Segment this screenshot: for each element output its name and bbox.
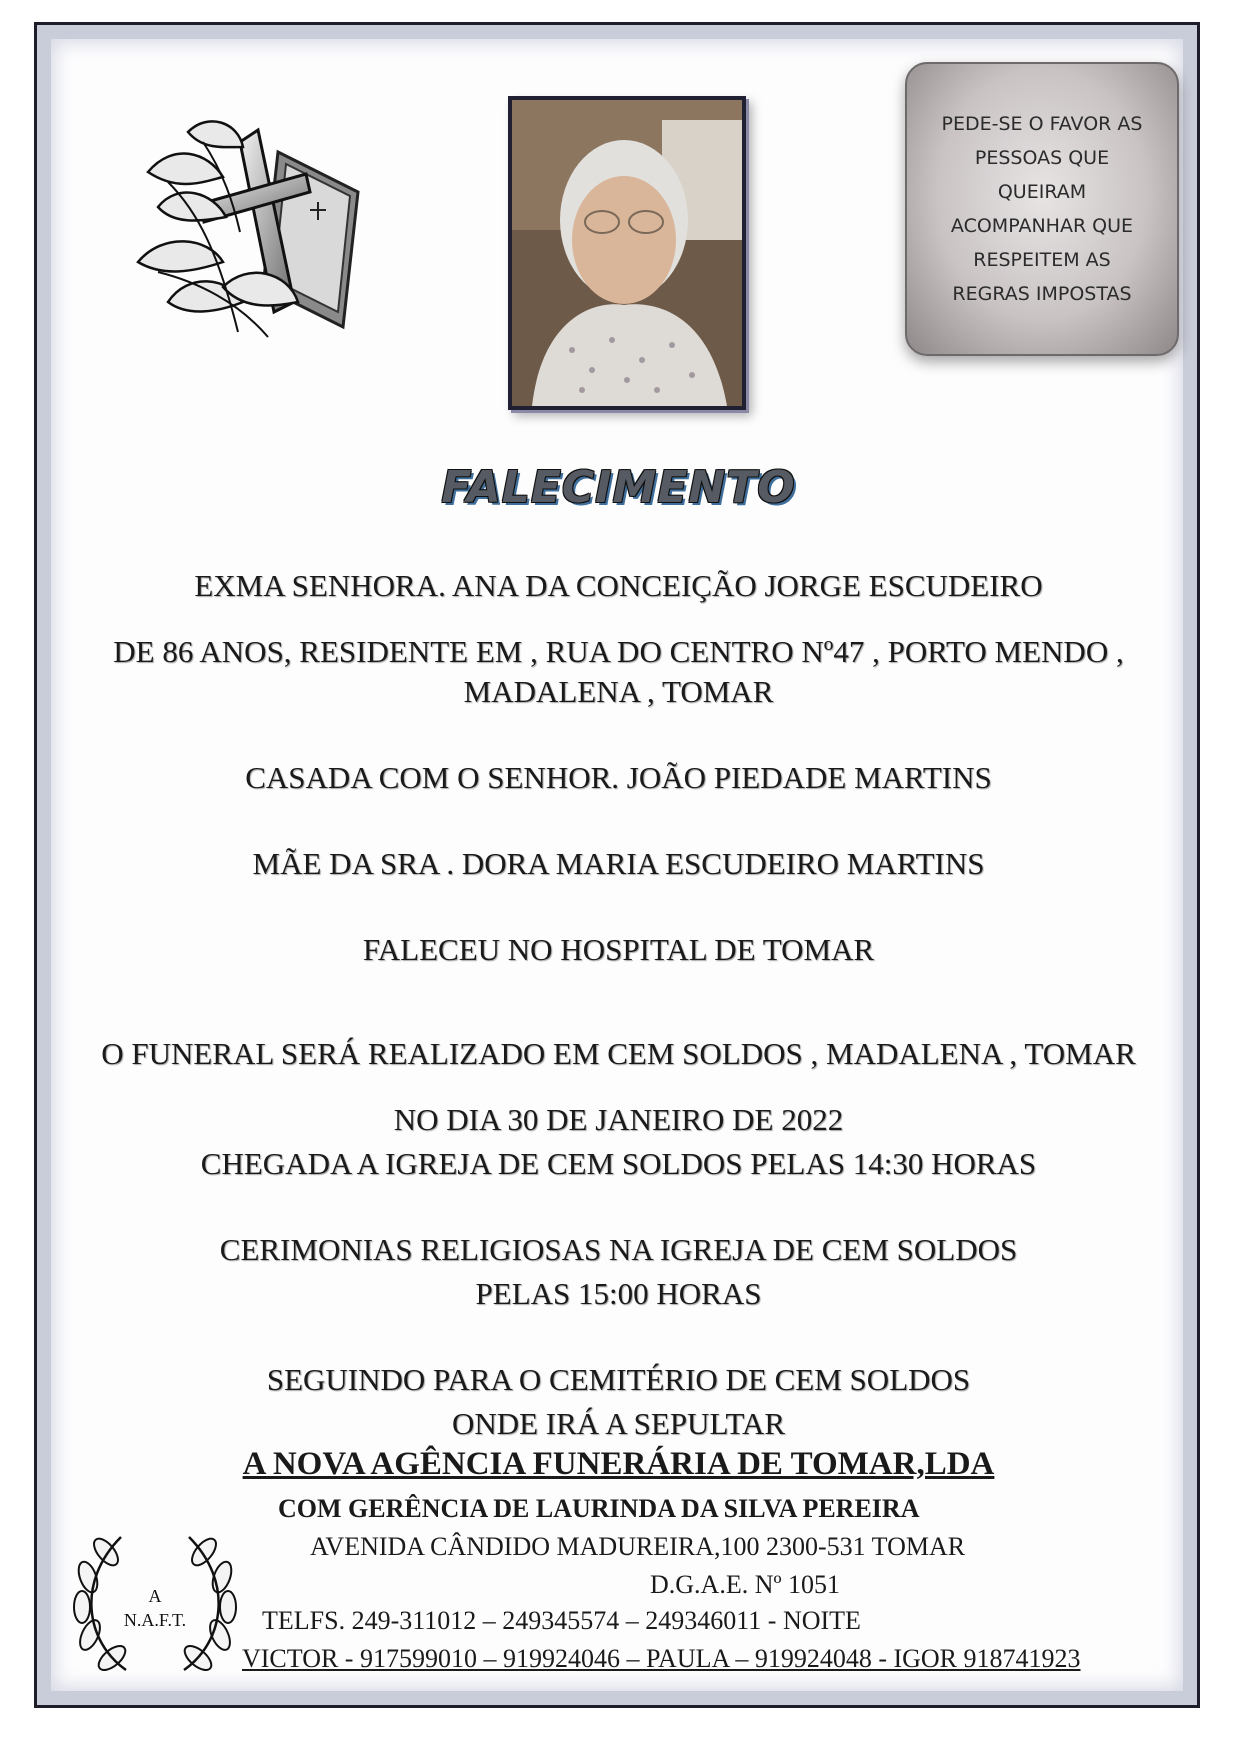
- burial-line: ONDE IRÁ A SEPULTAR: [451, 1406, 786, 1441]
- notice-plaque: [905, 62, 1179, 356]
- agency-address: AVENIDA CÂNDIDO MADUREIRA,100 2300-531 TOMAR: [310, 1532, 966, 1561]
- logo-abbrev: N.A.F.T.: [123, 1610, 187, 1630]
- portrait-photo: [508, 96, 746, 410]
- agency-dgae: D.G.A.E. Nº 1051: [650, 1570, 841, 1599]
- page-title: FALECIMENTO: [441, 462, 796, 513]
- deceased-name-line: EXMA SENHORA. ANA DA CONCEIÇÃO JORGE ESCUDEIRO: [194, 568, 1043, 603]
- agency-phones: TELFS. 249-311012 – 249345574 – 249346011 - NOITE: [262, 1606, 861, 1635]
- funeral-location-line: O FUNERAL SERÁ REALIZADO EM CEM SOLDOS , MADALENA , TOMAR: [101, 1036, 1136, 1071]
- plaque-text: PEDE-SE O FAVOR AS PESSOAS QUE QUEIRAM ACOMPANHAR QUE RESPEITEM AS REGRAS IMPOSTAS: [941, 113, 1143, 305]
- ceremony-line: CERIMONIAS RELIGIOSAS NA IGREJA DE CEM SOLDOS: [219, 1232, 1018, 1267]
- cemetery-line: SEGUINDO PARA O CEMITÉRIO DE CEM SOLDOS: [266, 1362, 971, 1397]
- residence-line: DE 86 ANOS, RESIDENTE EM , RUA DO CENTRO Nº47 , PORTO MENDO ,: [113, 634, 1124, 669]
- death-place-line: FALECEU NO HOSPITAL DE TOMAR: [362, 932, 875, 967]
- spouse-line: CASADA COM O SENHOR. JOÃO PIEDADE MARTINS: [245, 760, 992, 795]
- agency-management: COM GERÊNCIA DE LAURINDA DA SILVA PEREIRA: [278, 1494, 920, 1523]
- agency-name: A NOVA AGÊNCIA FUNERÁRIA DE TOMAR,LDA: [242, 1446, 995, 1482]
- residence-line-2: MADALENA , TOMAR: [463, 674, 774, 709]
- laurel-wreath-icon: [66, 1522, 244, 1680]
- logo-letter: A: [148, 1586, 162, 1606]
- daughter-line: MÃE DA SRA . DORA MARIA ESCUDEIRO MARTINS: [252, 846, 985, 881]
- ceremony-time-line: PELAS 15:00 HORAS: [475, 1276, 762, 1311]
- agency-contacts: VICTOR - 917599010 – 919924046 – PAULA – 919924048 - IGOR 918741923: [242, 1644, 1081, 1673]
- funeral-date-line: NO DIA 30 DE JANEIRO DE 2022: [393, 1102, 844, 1137]
- cross-book-lily-icon: [128, 112, 396, 344]
- arrival-line: CHEGADA A IGREJA DE CEM SOLDOS PELAS 14:30 HORAS: [200, 1146, 1037, 1181]
